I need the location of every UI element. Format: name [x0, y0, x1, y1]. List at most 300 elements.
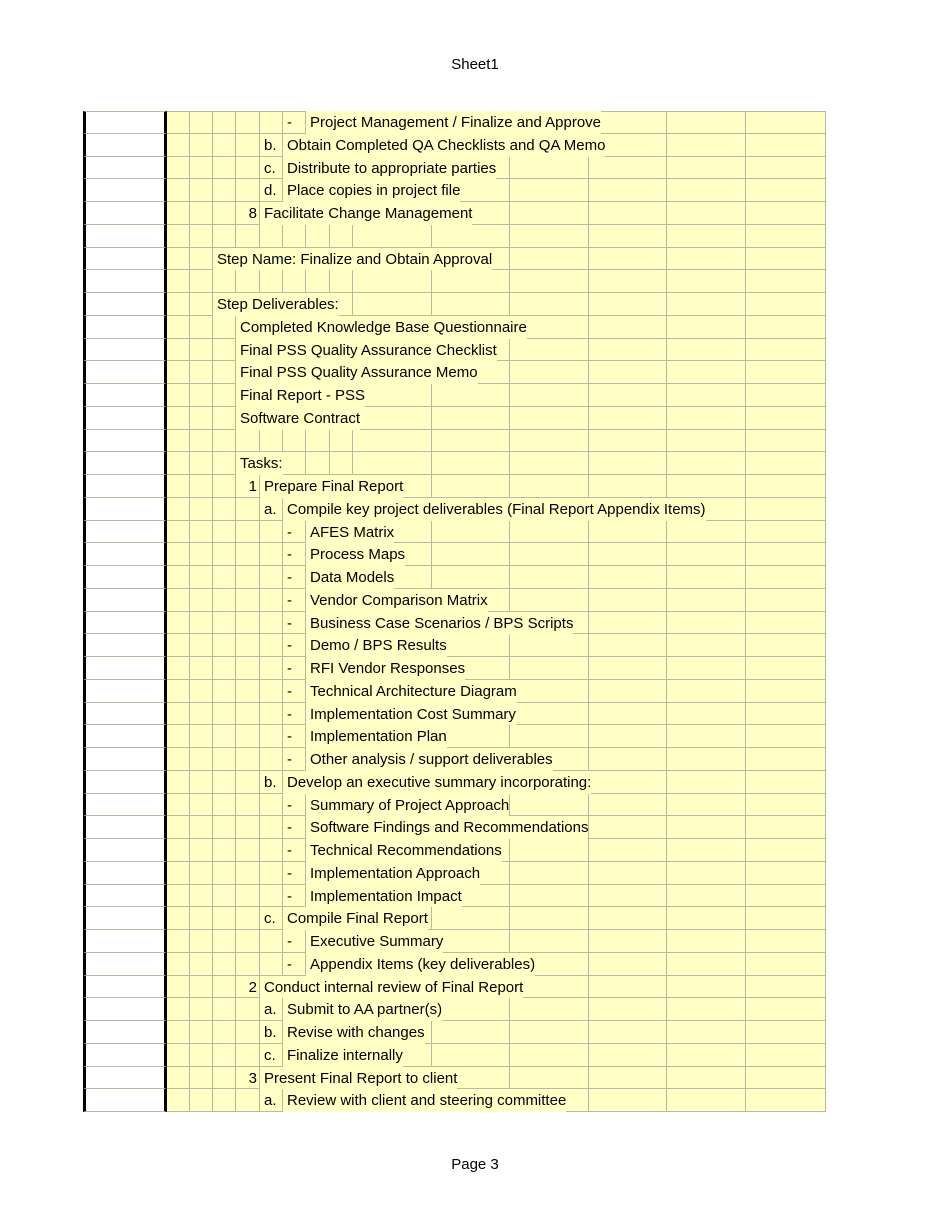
grid-cell[interactable]: [589, 680, 667, 703]
grid-cell[interactable]: [190, 430, 213, 453]
grid-cell[interactable]: [167, 862, 190, 885]
grid-cell[interactable]: [213, 225, 236, 248]
grid-cell[interactable]: [667, 1044, 746, 1067]
grid-cell[interactable]: [213, 839, 236, 862]
grid-cell[interactable]: [167, 339, 190, 362]
grid-cell[interactable]: [167, 1089, 190, 1112]
grid-cell[interactable]: [746, 885, 826, 908]
grid-cell[interactable]: [260, 657, 283, 680]
grid-cell[interactable]: [589, 316, 667, 339]
grid-cell[interactable]: [510, 452, 589, 475]
grid-cell[interactable]: [353, 270, 432, 293]
grid-cell[interactable]: [667, 157, 746, 180]
grid-cell[interactable]: [236, 1021, 260, 1044]
grid-cell[interactable]: [510, 339, 589, 362]
row-label-cell[interactable]: [83, 703, 167, 726]
grid-cell[interactable]: [510, 885, 589, 908]
grid-cell[interactable]: [167, 179, 190, 202]
grid-cell[interactable]: [746, 293, 826, 316]
grid-cell[interactable]: [667, 202, 746, 225]
row-label-cell[interactable]: [83, 725, 167, 748]
grid-cell[interactable]: [589, 1021, 667, 1044]
grid-cell[interactable]: [589, 543, 667, 566]
grid-cell[interactable]: [432, 452, 510, 475]
grid-cell[interactable]: [667, 293, 746, 316]
grid-cell[interactable]: [667, 475, 746, 498]
grid-cell[interactable]: [260, 725, 283, 748]
grid-cell[interactable]: [746, 452, 826, 475]
grid-cell[interactable]: [260, 680, 283, 703]
grid-cell[interactable]: [167, 134, 190, 157]
grid-cell[interactable]: [167, 771, 190, 794]
grid-cell[interactable]: [190, 862, 213, 885]
row-label-cell[interactable]: [83, 1067, 167, 1090]
grid-cell[interactable]: [167, 543, 190, 566]
grid-cell[interactable]: [167, 657, 190, 680]
grid-cell[interactable]: [589, 703, 667, 726]
grid-cell[interactable]: [667, 816, 746, 839]
grid-cell[interactable]: [213, 407, 236, 430]
grid-cell[interactable]: [746, 634, 826, 657]
grid-cell[interactable]: [306, 430, 330, 453]
grid-cell[interactable]: [236, 657, 260, 680]
grid-cell[interactable]: [589, 270, 667, 293]
grid-cell[interactable]: [746, 475, 826, 498]
grid-cell[interactable]: [167, 225, 190, 248]
grid-cell[interactable]: [236, 839, 260, 862]
grid-cell[interactable]: [330, 430, 353, 453]
grid-cell[interactable]: [213, 748, 236, 771]
row-label-cell[interactable]: [83, 748, 167, 771]
grid-cell[interactable]: [589, 475, 667, 498]
grid-cell[interactable]: [589, 794, 667, 817]
grid-cell[interactable]: [510, 248, 589, 271]
grid-cell[interactable]: [330, 270, 353, 293]
grid-cell[interactable]: [589, 657, 667, 680]
grid-cell[interactable]: [432, 293, 510, 316]
grid-cell[interactable]: [190, 361, 213, 384]
grid-cell[interactable]: [746, 248, 826, 271]
grid-cell[interactable]: [260, 589, 283, 612]
grid-cell[interactable]: [213, 202, 236, 225]
grid-cell[interactable]: [589, 1089, 667, 1112]
row-label-cell[interactable]: [83, 111, 167, 134]
grid-cell[interactable]: [589, 225, 667, 248]
grid-cell[interactable]: [190, 339, 213, 362]
grid-cell[interactable]: [213, 794, 236, 817]
grid-cell[interactable]: [236, 771, 260, 794]
grid-cell[interactable]: [746, 612, 826, 635]
grid-cell[interactable]: [746, 930, 826, 953]
row-label-cell[interactable]: [83, 907, 167, 930]
grid-cell[interactable]: [667, 657, 746, 680]
grid-cell[interactable]: [236, 725, 260, 748]
grid-cell[interactable]: [167, 725, 190, 748]
grid-cell[interactable]: [746, 111, 826, 134]
grid-cell[interactable]: [236, 157, 260, 180]
grid-cell[interactable]: [167, 293, 190, 316]
grid-cell[interactable]: [213, 612, 236, 635]
grid-cell[interactable]: [213, 134, 236, 157]
grid-cell[interactable]: [667, 703, 746, 726]
grid-cell[interactable]: [167, 1021, 190, 1044]
grid-cell[interactable]: [167, 475, 190, 498]
row-label-cell[interactable]: [83, 452, 167, 475]
grid-cell[interactable]: [260, 930, 283, 953]
grid-cell[interactable]: [589, 930, 667, 953]
grid-cell[interactable]: [667, 270, 746, 293]
row-label-cell[interactable]: [83, 316, 167, 339]
grid-cell[interactable]: [236, 794, 260, 817]
grid-cell[interactable]: [746, 134, 826, 157]
grid-cell[interactable]: [589, 1044, 667, 1067]
grid-cell[interactable]: [190, 1021, 213, 1044]
grid-cell[interactable]: [746, 998, 826, 1021]
grid-cell[interactable]: [260, 270, 283, 293]
grid-cell[interactable]: [589, 816, 667, 839]
grid-cell[interactable]: [167, 748, 190, 771]
grid-cell[interactable]: [213, 885, 236, 908]
grid-cell[interactable]: [746, 1067, 826, 1090]
grid-cell[interactable]: [167, 1067, 190, 1090]
grid-cell[interactable]: [510, 543, 589, 566]
grid-cell[interactable]: [167, 930, 190, 953]
grid-cell[interactable]: [167, 248, 190, 271]
grid-cell[interactable]: [589, 998, 667, 1021]
grid-cell[interactable]: [746, 862, 826, 885]
grid-cell[interactable]: [236, 1089, 260, 1112]
grid-cell[interactable]: [236, 1044, 260, 1067]
grid-cell[interactable]: [190, 316, 213, 339]
row-label-cell[interactable]: [83, 885, 167, 908]
grid-cell[interactable]: [190, 771, 213, 794]
grid-cell[interactable]: [510, 862, 589, 885]
grid-cell[interactable]: [510, 293, 589, 316]
grid-cell[interactable]: [213, 589, 236, 612]
grid-cell[interactable]: [510, 725, 589, 748]
grid-cell[interactable]: [306, 270, 330, 293]
row-label-cell[interactable]: [83, 953, 167, 976]
grid-cell[interactable]: [190, 225, 213, 248]
grid-cell[interactable]: [260, 885, 283, 908]
grid-cell[interactable]: [167, 430, 190, 453]
grid-cell[interactable]: [746, 521, 826, 544]
grid-cell[interactable]: [510, 1067, 589, 1090]
grid-cell[interactable]: [667, 361, 746, 384]
grid-cell[interactable]: [667, 839, 746, 862]
grid-cell[interactable]: [667, 953, 746, 976]
grid-cell[interactable]: [746, 703, 826, 726]
grid-cell[interactable]: [167, 885, 190, 908]
grid-cell[interactable]: [510, 794, 589, 817]
grid-cell[interactable]: [353, 452, 432, 475]
grid-cell[interactable]: [190, 157, 213, 180]
grid-cell[interactable]: [432, 930, 510, 953]
grid-cell[interactable]: [190, 521, 213, 544]
grid-cell[interactable]: [746, 543, 826, 566]
grid-cell[interactable]: [190, 839, 213, 862]
grid-cell[interactable]: [190, 475, 213, 498]
grid-cell[interactable]: [353, 225, 432, 248]
grid-cell[interactable]: [236, 111, 260, 134]
grid-cell[interactable]: [167, 407, 190, 430]
grid-cell[interactable]: [213, 1021, 236, 1044]
grid-cell[interactable]: [213, 339, 236, 362]
row-label-cell[interactable]: [83, 998, 167, 1021]
grid-cell[interactable]: [746, 270, 826, 293]
grid-cell[interactable]: [432, 225, 510, 248]
grid-cell[interactable]: [589, 521, 667, 544]
grid-cell[interactable]: [213, 703, 236, 726]
grid-cell[interactable]: [190, 907, 213, 930]
row-label-cell[interactable]: [83, 771, 167, 794]
grid-cell[interactable]: [283, 270, 306, 293]
grid-cell[interactable]: [190, 111, 213, 134]
grid-cell[interactable]: [510, 634, 589, 657]
row-label-cell[interactable]: [83, 384, 167, 407]
grid-cell[interactable]: [353, 430, 432, 453]
grid-cell[interactable]: [213, 384, 236, 407]
grid-cell[interactable]: [746, 657, 826, 680]
grid-cell[interactable]: [510, 202, 589, 225]
grid-cell[interactable]: [667, 452, 746, 475]
grid-cell[interactable]: [167, 907, 190, 930]
grid-cell[interactable]: [746, 339, 826, 362]
grid-cell[interactable]: [667, 907, 746, 930]
grid-cell[interactable]: [213, 930, 236, 953]
grid-cell[interactable]: [213, 543, 236, 566]
grid-cell[interactable]: [213, 316, 236, 339]
row-label-cell[interactable]: [83, 270, 167, 293]
row-label-cell[interactable]: [83, 976, 167, 999]
grid-cell[interactable]: [510, 680, 589, 703]
row-label-cell[interactable]: [83, 134, 167, 157]
grid-cell[interactable]: [236, 589, 260, 612]
grid-cell[interactable]: [260, 703, 283, 726]
grid-cell[interactable]: [190, 134, 213, 157]
grid-cell[interactable]: [589, 202, 667, 225]
grid-cell[interactable]: [667, 748, 746, 771]
grid-cell[interactable]: [213, 179, 236, 202]
grid-cell[interactable]: [190, 680, 213, 703]
grid-cell[interactable]: [236, 953, 260, 976]
grid-cell[interactable]: [167, 566, 190, 589]
row-label-cell[interactable]: [83, 293, 167, 316]
grid-cell[interactable]: [213, 430, 236, 453]
grid-cell[interactable]: [746, 498, 826, 521]
grid-cell[interactable]: [236, 521, 260, 544]
grid-cell[interactable]: [589, 248, 667, 271]
grid-cell[interactable]: [589, 179, 667, 202]
grid-cell[interactable]: [190, 976, 213, 999]
grid-cell[interactable]: [746, 771, 826, 794]
grid-cell[interactable]: [589, 839, 667, 862]
row-label-cell[interactable]: [83, 407, 167, 430]
grid-cell[interactable]: [667, 725, 746, 748]
grid-cell[interactable]: [260, 816, 283, 839]
grid-cell[interactable]: [167, 157, 190, 180]
row-label-cell[interactable]: [83, 475, 167, 498]
grid-cell[interactable]: [236, 179, 260, 202]
grid-cell[interactable]: [330, 225, 353, 248]
grid-cell[interactable]: [167, 839, 190, 862]
grid-cell[interactable]: [432, 1021, 510, 1044]
grid-cell[interactable]: [213, 1089, 236, 1112]
grid-cell[interactable]: [190, 703, 213, 726]
grid-cell[interactable]: [190, 816, 213, 839]
grid-cell[interactable]: [746, 589, 826, 612]
grid-cell[interactable]: [589, 748, 667, 771]
grid-cell[interactable]: [236, 134, 260, 157]
grid-cell[interactable]: [260, 521, 283, 544]
grid-cell[interactable]: [667, 612, 746, 635]
grid-cell[interactable]: [167, 270, 190, 293]
grid-cell[interactable]: [236, 930, 260, 953]
grid-cell[interactable]: [190, 634, 213, 657]
row-label-cell[interactable]: [83, 225, 167, 248]
row-label-cell[interactable]: [83, 498, 167, 521]
grid-cell[interactable]: [589, 976, 667, 999]
grid-cell[interactable]: [746, 157, 826, 180]
row-label-cell[interactable]: [83, 839, 167, 862]
grid-cell[interactable]: [667, 885, 746, 908]
grid-cell[interactable]: [667, 794, 746, 817]
row-label-cell[interactable]: [83, 361, 167, 384]
grid-cell[interactable]: [667, 930, 746, 953]
grid-cell[interactable]: [667, 589, 746, 612]
grid-cell[interactable]: [167, 589, 190, 612]
grid-cell[interactable]: [746, 566, 826, 589]
row-label-cell[interactable]: [83, 202, 167, 225]
grid-cell[interactable]: [746, 361, 826, 384]
grid-cell[interactable]: [589, 862, 667, 885]
grid-cell[interactable]: [213, 862, 236, 885]
grid-cell[interactable]: [260, 612, 283, 635]
grid-cell[interactable]: [667, 1089, 746, 1112]
grid-cell[interactable]: [432, 384, 510, 407]
grid-cell[interactable]: [213, 361, 236, 384]
row-label-cell[interactable]: [83, 179, 167, 202]
grid-cell[interactable]: [510, 1021, 589, 1044]
grid-cell[interactable]: [167, 452, 190, 475]
grid-cell[interactable]: [167, 384, 190, 407]
grid-cell[interactable]: [236, 225, 260, 248]
grid-cell[interactable]: [589, 907, 667, 930]
grid-cell[interactable]: [510, 225, 589, 248]
grid-cell[interactable]: [510, 1044, 589, 1067]
grid-cell[interactable]: [236, 907, 260, 930]
grid-cell[interactable]: [667, 566, 746, 589]
row-label-cell[interactable]: [83, 1021, 167, 1044]
grid-cell[interactable]: [667, 862, 746, 885]
grid-cell[interactable]: [510, 521, 589, 544]
grid-cell[interactable]: [510, 407, 589, 430]
grid-cell[interactable]: [746, 316, 826, 339]
grid-cell[interactable]: [510, 361, 589, 384]
grid-cell[interactable]: [353, 407, 432, 430]
grid-cell[interactable]: [190, 566, 213, 589]
grid-cell[interactable]: [746, 384, 826, 407]
grid-cell[interactable]: [746, 407, 826, 430]
grid-cell[interactable]: [589, 452, 667, 475]
grid-cell[interactable]: [213, 976, 236, 999]
grid-cell[interactable]: [283, 430, 306, 453]
grid-cell[interactable]: [432, 907, 510, 930]
grid-cell[interactable]: [260, 430, 283, 453]
grid-cell[interactable]: [190, 589, 213, 612]
grid-cell[interactable]: [510, 430, 589, 453]
grid-cell[interactable]: [236, 998, 260, 1021]
grid-cell[interactable]: [283, 225, 306, 248]
row-label-cell[interactable]: [83, 589, 167, 612]
grid-cell[interactable]: [190, 657, 213, 680]
grid-cell[interactable]: [432, 543, 510, 566]
grid-cell[interactable]: [432, 566, 510, 589]
row-label-cell[interactable]: [83, 566, 167, 589]
grid-cell[interactable]: [190, 407, 213, 430]
row-label-cell[interactable]: [83, 612, 167, 635]
grid-cell[interactable]: [667, 339, 746, 362]
grid-cell[interactable]: [236, 634, 260, 657]
grid-cell[interactable]: [260, 794, 283, 817]
grid-cell[interactable]: [190, 248, 213, 271]
grid-cell[interactable]: [510, 384, 589, 407]
grid-cell[interactable]: [260, 566, 283, 589]
grid-cell[interactable]: [236, 430, 260, 453]
grid-cell[interactable]: [236, 612, 260, 635]
grid-cell[interactable]: [510, 566, 589, 589]
grid-cell[interactable]: [746, 1089, 826, 1112]
grid-cell[interactable]: [589, 1067, 667, 1090]
grid-cell[interactable]: [213, 725, 236, 748]
grid-cell[interactable]: [589, 361, 667, 384]
grid-cell[interactable]: [510, 930, 589, 953]
grid-cell[interactable]: [190, 1089, 213, 1112]
grid-cell[interactable]: [510, 657, 589, 680]
grid-cell[interactable]: [236, 498, 260, 521]
grid-cell[interactable]: [746, 430, 826, 453]
grid-cell[interactable]: [213, 452, 236, 475]
grid-cell[interactable]: [510, 839, 589, 862]
grid-cell[interactable]: [589, 157, 667, 180]
grid-cell[interactable]: [190, 452, 213, 475]
grid-cell[interactable]: [213, 475, 236, 498]
grid-cell[interactable]: [589, 885, 667, 908]
grid-cell[interactable]: [432, 270, 510, 293]
grid-cell[interactable]: [213, 566, 236, 589]
grid-cell[interactable]: [213, 1044, 236, 1067]
row-label-cell[interactable]: [83, 543, 167, 566]
grid-cell[interactable]: [746, 907, 826, 930]
grid-cell[interactable]: [746, 953, 826, 976]
row-label-cell[interactable]: [83, 521, 167, 544]
grid-cell[interactable]: [190, 498, 213, 521]
grid-cell[interactable]: [167, 111, 190, 134]
grid-cell[interactable]: [330, 452, 353, 475]
grid-cell[interactable]: [746, 1044, 826, 1067]
grid-cell[interactable]: [432, 521, 510, 544]
grid-cell[interactable]: [306, 452, 330, 475]
grid-cell[interactable]: [213, 998, 236, 1021]
grid-cell[interactable]: [260, 862, 283, 885]
grid-cell[interactable]: [213, 521, 236, 544]
row-label-cell[interactable]: [83, 680, 167, 703]
grid-cell[interactable]: [190, 612, 213, 635]
grid-cell[interactable]: [236, 885, 260, 908]
row-label-cell[interactable]: [83, 430, 167, 453]
grid-cell[interactable]: [667, 634, 746, 657]
grid-cell[interactable]: [746, 225, 826, 248]
